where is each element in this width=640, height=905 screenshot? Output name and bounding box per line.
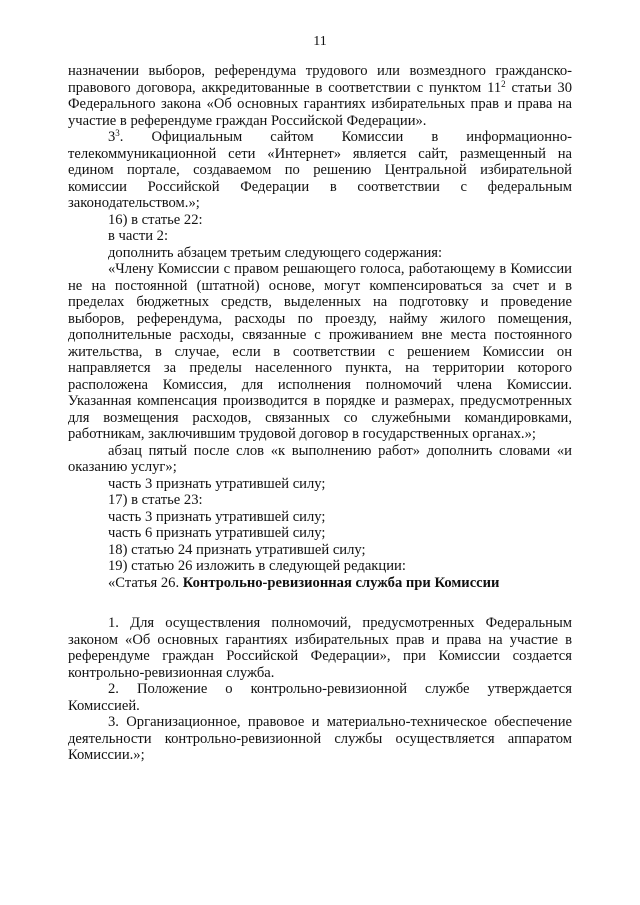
article-title: Контрольно-ревизионная служба при Комиссии: [182, 574, 500, 591]
paragraph-continuation: [68, 63, 572, 129]
paragraph-text: . Официальным сайтом Комиссии в информационно-телекоммуникационной сети «Интернет» является сайт, размещенный на едином портале, создаваемом по решению Центральной избирательной комиссии Российской Федерации в соответствии с федеральным законодательством.»;: [68, 129, 572, 211]
superscript: 3: [115, 128, 120, 138]
amendment-item: абзац пятый после слов «к выполнению работ» дополнить словами «и оказанию услуг»;: [68, 442, 572, 475]
page-number: 11: [313, 34, 327, 49]
article-heading: [68, 575, 572, 592]
amendment-item: 16) в статье 22:: [108, 211, 203, 228]
document-body: [68, 63, 572, 764]
amendment-item: часть 3 признать утратившей силу;: [108, 508, 326, 525]
amendment-item: 19) статью 26 изложить в следующей редакции:: [108, 558, 406, 574]
amendment-item: 18) статью 24 признать утратившей силу;: [108, 541, 366, 558]
paragraph-text: назначении выборов, референдума трудового или возмездного гражданско-правового договора, аккредитованные в соответствии с пунктом 11: [68, 63, 572, 96]
paragraph-compensation: «Члену Комиссии с правом решающего голоса, работающему в Комиссии не на постоянной (штатной) основе, могут компенсироваться за счет и в пределах бюджетных средств, выделенных на подготовку и проведение выборов, референдума, расходы по проезду, найму жилого помещения, дополнительные расходы, связанные с проживанием вне места постоянного жительства, в случае, если в соответствии с решением Комиссии он направляется за пределы населенного пункта, на территории которого расположена Комиссия, для исполнения полномочий члена Комиссии. Указанная компенсация производится в порядке и размерах, предусмотренных для возмещения расходов, связанных со служебными командировками, работникам, заключившим трудовой договор в государственных органах.»;: [68, 261, 572, 442]
article-clause-2: 2. Положение о контрольно-ревизионной службе утверждается Комиссией.: [68, 681, 572, 714]
paragraph-text: статьи 30 Федерального закона «Об основных гарантиях избирательных прав и права на участие в референдуме граждан Российской Федерации».: [68, 79, 572, 129]
amendment-item: 17) в статье 23:: [108, 492, 203, 508]
article-clause-3: 3. Организационное, правовое и материально-техническое обеспечение деятельности контрольно-ревизионной службы осуществляется аппаратом Комиссии.»;: [68, 714, 572, 763]
amendment-item: в части 2:: [108, 228, 169, 244]
amendment-item: дополнить абзацем третьим следующего содержания:: [108, 244, 443, 261]
spacer: [68, 591, 572, 615]
amendment-item: часть 3 признать утратившей силу;: [108, 475, 326, 492]
clause-number: 3: [108, 129, 116, 145]
superscript: 2: [501, 78, 506, 89]
paragraph-official-site: [68, 129, 572, 212]
amendment-item: часть 6 признать утратившей силу;: [108, 525, 326, 541]
article-clause-1: 1. Для осуществления полномочий, предусмотренных Федеральным законом «Об основных гарантиях избирательных прав и права на участие в референдуме граждан Российской Федерации», при Комиссии создается контрольно-ревизионная служба.: [68, 615, 572, 681]
article-prefix: «Статья 26.: [108, 574, 183, 591]
